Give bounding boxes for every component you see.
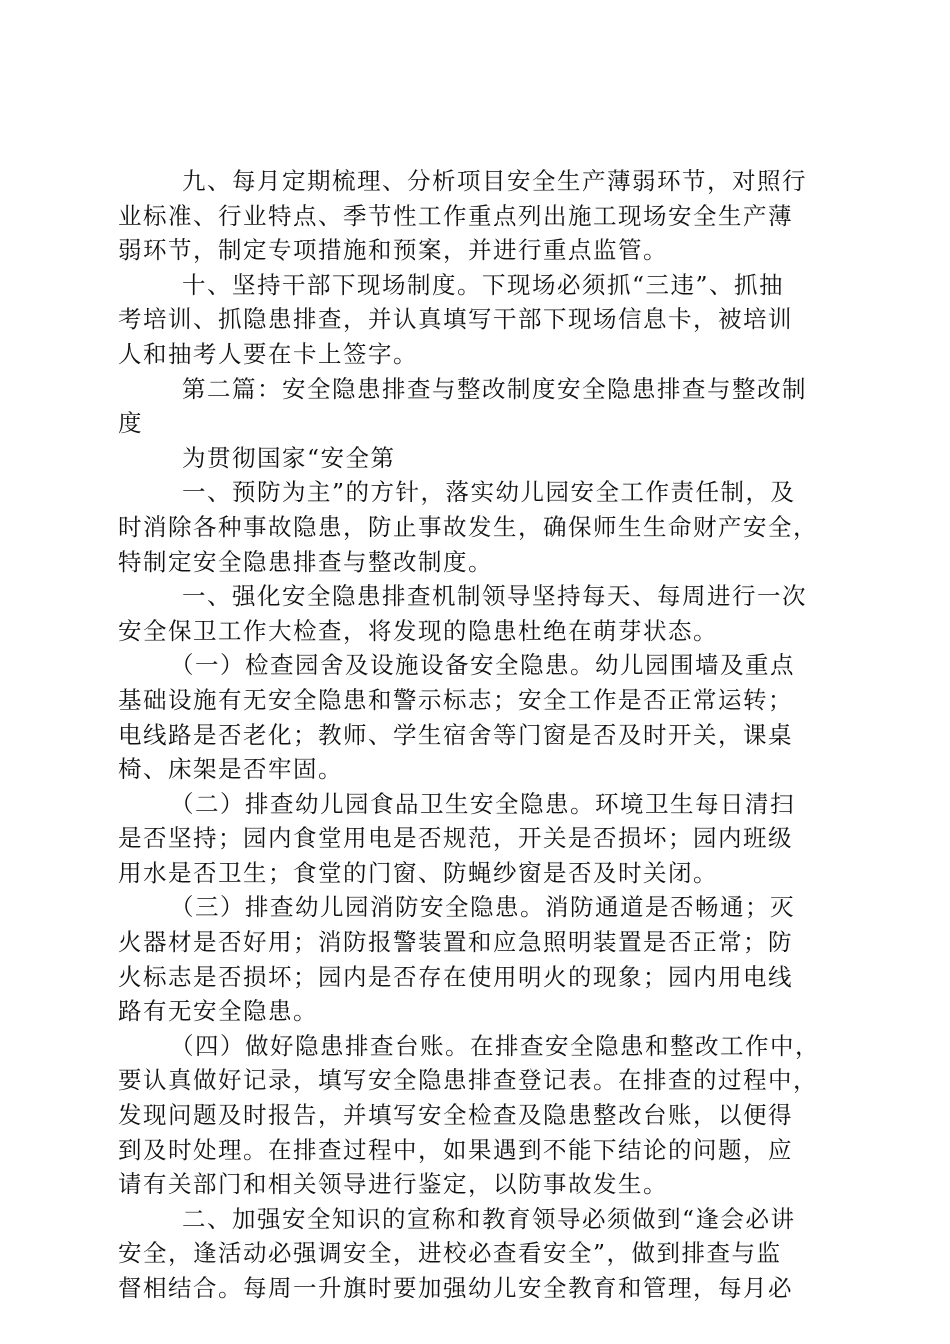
paragraph-section-one [118,579,838,648]
text-line: 业标准、行业特点、季节性工作重点列出施工现场安全生产薄 [118,201,793,230]
text-line: 发现问题及时报告，并填写安全检查及隐患整改台账，以便得 [118,1101,793,1130]
text-line: 二、加强安全知识的宣称和教育领导必须做到“逢会必讲 [182,1204,796,1233]
chapter-heading [118,372,838,441]
text-line: 要认真做好记录，填写安全隐患排查登记表。在排查的过程中， [118,1066,818,1095]
text-line: 弱环节，制定专项措施和预案，并进行重点监管。 [118,236,668,265]
text-line: 度 [118,409,143,438]
text-line: 一、强化安全隐患排查机制领导坚持每天、每周进行一次 [182,582,807,611]
paragraph-subsection-2 [118,787,838,891]
text-line: 椅、床架是否牢固。 [118,755,343,784]
text-line: 考培训、抓隐患排查，并认真填写干部下现场信息卡，被培训 [118,305,793,334]
text-line: （一）检查园舍及设施设备安全隐患。幼儿园围墙及重点 [170,651,795,680]
text-line: 第二篇：安全隐患排查与整改制度安全隐患排查与整改制 [182,374,807,403]
text-line: 安全，逢活动必强调安全，进校必查看安全”，做到排查与监 [118,1239,782,1268]
paragraph-prevention [118,475,838,579]
text-line: 是否坚持；园内食堂用电是否规范，开关是否损坏；园内班级 [118,824,793,853]
paragraph-section-two [118,1202,838,1306]
text-line: 到及时处理。在排查过程中，如果遇到不能下结论的问题，应 [118,1135,793,1164]
text-line: 用水是否卫生；食堂的门窗、防蝇纱窗是否及时关闭。 [118,858,718,887]
text-line: 请有关部门和相关领导进行鉴定，以防事故发生。 [118,1170,668,1199]
paragraph-item-nine [118,164,838,268]
paragraph-intro [118,441,838,476]
text-line: 一、预防为主”的方针，落实幼儿园安全工作责任制，及 [182,478,796,507]
text-line: （二）排查幼儿园食品卫生安全隐患。环境卫生每日清扫 [170,789,795,818]
text-line: 电线路是否老化；教师、学生宿舍等门窗是否及时开关，课桌 [118,720,793,749]
paragraph-subsection-3 [118,890,838,1028]
text-line: 九、每月定期梳理、分析项目安全生产薄弱环节，对照行 [182,167,807,195]
text-line: 为贯彻国家“安全第 [182,443,396,472]
text-line: 路有无安全隐患。 [118,997,318,1026]
text-line: 基础设施有无安全隐患和警示标志；安全工作是否正常运转； [118,685,793,714]
text-line: （四）做好隐患排查台账。在排查安全隐患和整改工作中， [170,1031,820,1060]
text-line: 火标志是否损坏；园内是否存在使用明火的现象；园内用电线 [118,962,793,991]
paragraph-subsection-1 [118,648,838,786]
text-line: 人和抽考人要在卡上签字。 [118,339,418,368]
text-line: 火器材是否好用；消防报警装置和应急照明装置是否正常；防 [118,928,793,957]
text-line: （三）排查幼儿园消防安全隐患。消防通道是否畅通；灭 [170,893,795,922]
paragraph-item-ten [118,268,838,372]
text-line: 时消除各种事故隐患，防止事故发生，确保师生生命财产安全， [118,512,818,541]
text-line: 督相结合。每周一升旗时要加强幼儿安全教育和管理，每月必 [118,1274,793,1302]
text-line: 十、坚持干部下现场制度。下现场必须抓“三违”、抓抽 [182,270,785,299]
text-line: 特制定安全隐患排查与整改制度。 [118,547,493,576]
document-body [118,164,838,1306]
text-line: 安全保卫工作大检查，将发现的隐患杜绝在萌芽状态。 [118,616,718,645]
paragraph-subsection-4 [118,1029,838,1202]
